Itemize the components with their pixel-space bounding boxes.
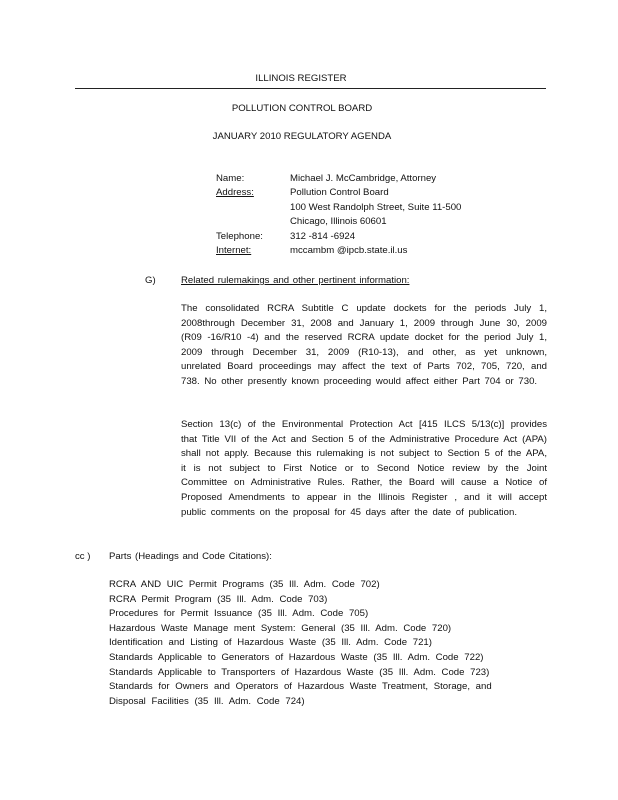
internet-value: mccambm @ipcb.state.il.us	[290, 245, 408, 256]
section-cc-marker: cc )	[75, 551, 91, 562]
section-cc-heading: Parts (Headings and Code Citations):	[109, 551, 272, 562]
telephone-value: 312 -814 -6924	[290, 231, 356, 242]
agency-title: POLLUTION CONTROL BOARD	[231, 103, 373, 114]
list-item: Disposal Facilities (35 Ill. Adm. Code 724)	[109, 695, 305, 707]
name-label: Name:	[216, 173, 245, 184]
section-g-heading: Related rulemakings and other pertinent information:	[181, 275, 410, 286]
address-line-1: Pollution Control Board	[290, 187, 389, 198]
address-line-3: Chicago, Illinois 60601	[290, 216, 387, 227]
parts-list	[109, 578, 529, 709]
list-item: RCRA AND UIC Permit Programs (35 Ill. Adm. Code 702)	[109, 579, 380, 590]
name-value: Michael J. McCambridge, Attorney	[290, 173, 437, 184]
list-item: Hazardous Waste Manage ment System: General (35 Ill. Adm. Code 720)	[109, 622, 452, 634]
register-title: ILLINOIS REGISTER	[255, 73, 347, 84]
internet-label: Internet:	[216, 245, 252, 256]
address-label: Address:	[216, 187, 254, 198]
list-item: Identification and Listing of Hazardous Waste (35 Ill. Adm. Code 721)	[109, 637, 432, 649]
telephone-label: Telephone:	[216, 231, 263, 242]
section-g-paragraph-2: Section 13(c) of the Environmental Protection Act [415 ILCS 5/13(c)] provides that Title VII of the Act and Section 5 of the Administrative Procedure Act (APA) shall not apply. Because this rulemaking is not subject to Section 5 of the APA, it is not subject to First Notice or to Second Notice review by the Joint Committee on Administrative Rules. Rather, the Board will cause a Notice of Proposed Amendments to appear in the Illinois Register , and it will accept public comments on the proposal for 45 days after the date of publication.	[181, 419, 547, 518]
section-g-marker: G)	[145, 275, 156, 286]
list-item: Standards Applicable to Generators of Hazardous Waste (35 Ill. Adm. Code 722)	[109, 651, 484, 663]
list-item: Standards Applicable to Transporters of Hazardous Waste (35 Ill. Adm. Code 723)	[109, 666, 490, 678]
address-line-2: 100 West Randolph Street, Suite 11-500	[290, 202, 462, 213]
list-item: Standards for Owners and Operators of Hazardous Waste Treatment, Storage, and	[109, 681, 492, 693]
section-g-paragraph-1: The consolidated RCRA Subtitle C update dockets for the periods July 1, 2008through December 31, 2008 and January 1, 2009 through June 30, 2009 (R09 -16/R10 -4) and the reserved RCRA update docket for the period July 1, 2009 through December 31, 2009 (R10-13), and other, as yet unknown, unrelated Board proceedings may affect the text of Parts 702, 705, 720, and 738. No other presently known proceeding would affect either Part 704 or 730.	[181, 303, 547, 387]
agenda-title: JANUARY 2010 REGULATORY AGENDA	[212, 131, 392, 142]
header-divider	[75, 88, 546, 89]
list-item: RCRA Permit Program (35 Ill. Adm. Code 703)	[109, 593, 328, 605]
list-item: Procedures for Permit Issuance (35 Ill. Adm. Code 705)	[109, 608, 369, 620]
